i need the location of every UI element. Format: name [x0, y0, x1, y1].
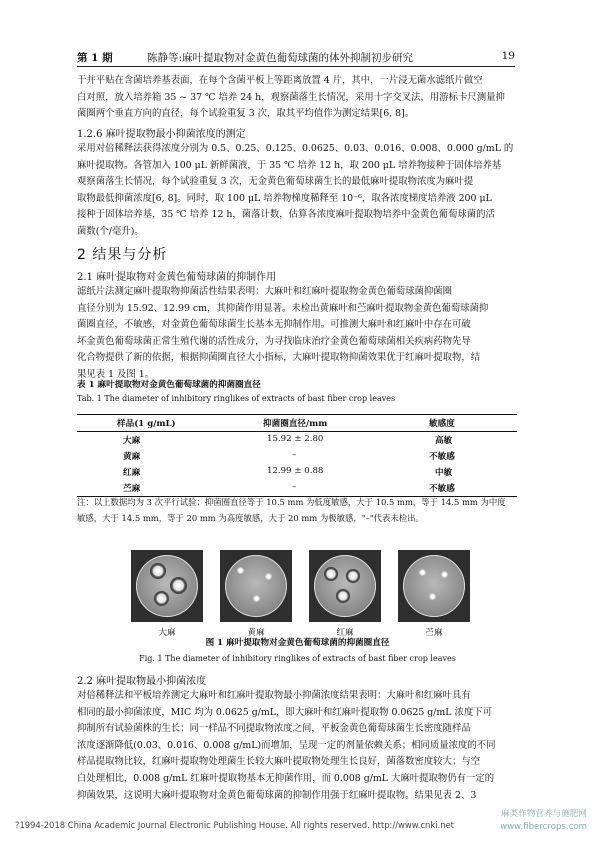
table-cell: 高敏 — [435, 436, 453, 446]
running-title: 陈静等:麻叶提取物对金黄色葡萄球菌的体外抑制初步研究 — [147, 52, 414, 64]
table-caption-cn: 表 1 麻叶提取物对金黄色葡萄球菌的抑菌圈直径 — [77, 380, 261, 390]
text-line: 采用对倍稀释法获得浓度分别为 0.5、0.25、0.125、0.0625、0.03、0.016、0.008、0.000 g/mL 的 — [77, 143, 514, 154]
paragraph-results-2-2 — [77, 688, 517, 804]
dish-label: 红麻 — [336, 628, 354, 638]
dish-image — [403, 555, 465, 617]
table-row — [77, 432, 517, 448]
table-cell: 苎麻 — [123, 484, 141, 494]
dish-image — [225, 555, 287, 617]
table-cell: 不敏感 — [429, 484, 455, 494]
petri-dish-ramie — [398, 550, 470, 638]
dish-image — [136, 555, 198, 617]
inhibition-table — [77, 414, 517, 497]
table-cell: 红麻 — [123, 468, 141, 478]
figure-1-plates — [131, 550, 471, 638]
table-header-row — [77, 415, 517, 432]
section-heading-2: 2 结果与分析 — [77, 247, 168, 263]
col-header-diameter: 抑菌圈直径/mm — [263, 419, 328, 429]
text-line: 注：以上数据均为 3 次平行试验；抑菌圈直径等于 10.5 mm 为低度敏感，大于 10.5 mm，等于 14.5 mm 为中度 — [77, 497, 506, 507]
text-line: 坏金黄色葡萄球菌正常生殖代谢的活性成分，为寻找临床治疗金黄色葡萄球菌相关疾病药物先导 — [77, 335, 471, 347]
col-header-sensitivity: 敏感度 — [429, 419, 455, 429]
petri-dish-hemp — [131, 550, 203, 638]
table-cell: 黄麻 — [123, 452, 141, 462]
table-row — [77, 448, 517, 464]
text-line: 滤纸片法测定麻叶提取物抑菌活性结果表明：大麻叶和红麻叶提取物金黄色葡萄球菌抑菌圈 — [77, 286, 453, 297]
table-cell: 12.99 ± 0.88 — [267, 466, 324, 476]
text-line: 接种于固体培养基，35 ℃ 培养 12 h，菌落计数，估算各浓度麻叶提取物培养中金黄色葡萄球菌的活 — [77, 209, 495, 221]
figure-caption-en: Fig. 1 The diameter of inhibitory ringlikes of extracts of bast fiber crop leaves — [139, 654, 456, 663]
table-cell: 15.92 ± 2.80 — [267, 434, 324, 444]
text-line: 样品提取物比较，红麻叶提取物处理菌生长较大麻叶提取物处理生长良好，菌落数密度较大；与空 — [77, 756, 481, 768]
text-line: 果见表 1 及图 1。 — [77, 368, 155, 380]
text-line: 敏感，大于 14.5 mm，等于 20 mm 为高度敏感，大于 20 mm 为极敏感，"–"代表未检出。 — [77, 513, 424, 523]
text-line: 化合物提供了新的依据，根据抑菌圈直径大小指标，大麻叶提取物抑菌效果优于红麻叶提取物，结 — [77, 352, 481, 364]
dish-label: 大麻 — [158, 628, 176, 638]
text-line: 浓度逐渐降低(0.03、0.016、0.008 g/mL)而增加，呈现一定的剂量依赖关系；相同质量浓度的不同 — [77, 739, 496, 751]
copyright-footer: ?1994-2018 China Academic Journal Electronic Publishing House. All rights reserved. http://www.cnki.net — [15, 820, 454, 830]
dish-label: 苎麻 — [425, 628, 443, 638]
text-line: 对倍稀释法和平板培养测定大麻叶和红麻叶提取物最小抑菌浓度结果表明：大麻叶和红麻叶具有 — [77, 690, 471, 701]
table-cell: 大麻 — [123, 436, 141, 446]
dish-label: 黄麻 — [247, 628, 265, 638]
paragraph-results-2-1 — [77, 284, 517, 384]
figure-caption-cn: 图 1 麻叶提取物对金黄色葡萄球菌的抑菌圈直径 — [205, 638, 390, 648]
section-heading-2-1: 2.1 麻叶提取物对金黄色葡萄球菌的抑制作用 — [77, 272, 277, 283]
text-line: 直径分别为 15.92、12.99 cm，其抑菌作用显著。未检出黄麻叶和苎麻叶提取物金黄色葡萄球菌抑 — [77, 302, 489, 314]
table-row — [77, 464, 517, 480]
text-line: 白处理相比，0.008 g/mL 红麻叶提取物基本无抑菌作用，而 0.008 g/mL 大麻叶提取物仍有一定的 — [77, 772, 495, 784]
table-cell: – — [292, 450, 297, 460]
table-cell: 中敏 — [435, 468, 453, 478]
text-line: 麻叶提取物。各管加入 100 μL 新鲜菌液，于 35 ℃ 培养 12 h，取 200 μL 培养物接种于固体培养基 — [77, 159, 502, 171]
text-line: 抑制所有试验菌株的生长；同一样品不同提取物浓度之间，平板金黄色葡萄球菌生长密度随样品 — [77, 723, 471, 735]
text-line: 取物最低抑菌浓度[6, 8]。同时，取 100 μL 培养物梯度稀释至 10⁻⁶，取各浓度梯度培养液 200 μL — [77, 192, 492, 204]
paragraph-method-continued — [77, 73, 517, 123]
text-line: 白对照，放入培养箱 35 ~ 37 ℃ 培养 24 h，观察菌落生长情况，采用十字交叉法，用游标卡尺测量抑 — [77, 91, 505, 103]
dish-image — [314, 555, 376, 617]
text-line: 抑菌效果，这说明大麻叶提取物对金黄色葡萄球菌的抑制作用强于红麻叶提取物。结果见表 2、3 — [77, 789, 477, 801]
watermark-line: www.fibercrops.com — [500, 822, 587, 832]
table-note — [77, 494, 517, 526]
paragraph-mic-method — [77, 141, 517, 241]
table-cell: 不敏感 — [429, 452, 455, 462]
petri-dish-jute — [220, 550, 292, 638]
watermark-line: 麻类作物营养与施肥网 — [501, 809, 587, 819]
petri-dish-kenaf — [309, 550, 381, 638]
table-cell: – — [292, 482, 297, 492]
text-line: 干并平贴在含菌培养基表面，在每个含菌平板上等距离放置 4 片，其中，一片浸无菌水滤纸片做空 — [77, 75, 483, 86]
text-line: 相同的最小抑菌浓度，MIC 均为 0.0625 g/mL，即大麻叶和红麻叶提取物 0.0625 g/mL 浓度下可 — [77, 706, 493, 718]
site-watermark — [500, 808, 587, 834]
text-line: 菌圈两个垂直方向的直径，每个试验重复 3 次，取其平均值作为测定结果[6, 8]。 — [77, 108, 415, 120]
running-header — [77, 50, 515, 67]
text-line: 观察菌落生长情况，每个试验重复 3 次，无金黄色葡萄球菌生长的最低麻叶提取物浓度为麻叶提 — [77, 176, 474, 188]
section-heading-2-2: 2.2 麻叶提取物最小抑菌浓度 — [77, 676, 207, 687]
table-caption-en: Tab. 1 The diameter of inhibitory ringlikes of extracts of bast fiber crop leaves — [77, 394, 396, 403]
text-line: 菌数(个/毫升)。 — [77, 225, 144, 237]
section-heading-1-2-6: 1.2.6 麻叶提取物最小抑菌浓度的测定 — [77, 129, 246, 140]
col-header-sample: 样品(1 g/mL) — [117, 419, 176, 429]
text-line: 菌圈直径，不敏感，对金黄色葡萄球菌生长基本无抑制作用。可推测大麻叶和红麻叶中存在可破 — [77, 319, 471, 331]
page-number: 19 — [501, 50, 515, 62]
issue-number: 第 1 期 — [77, 52, 113, 64]
